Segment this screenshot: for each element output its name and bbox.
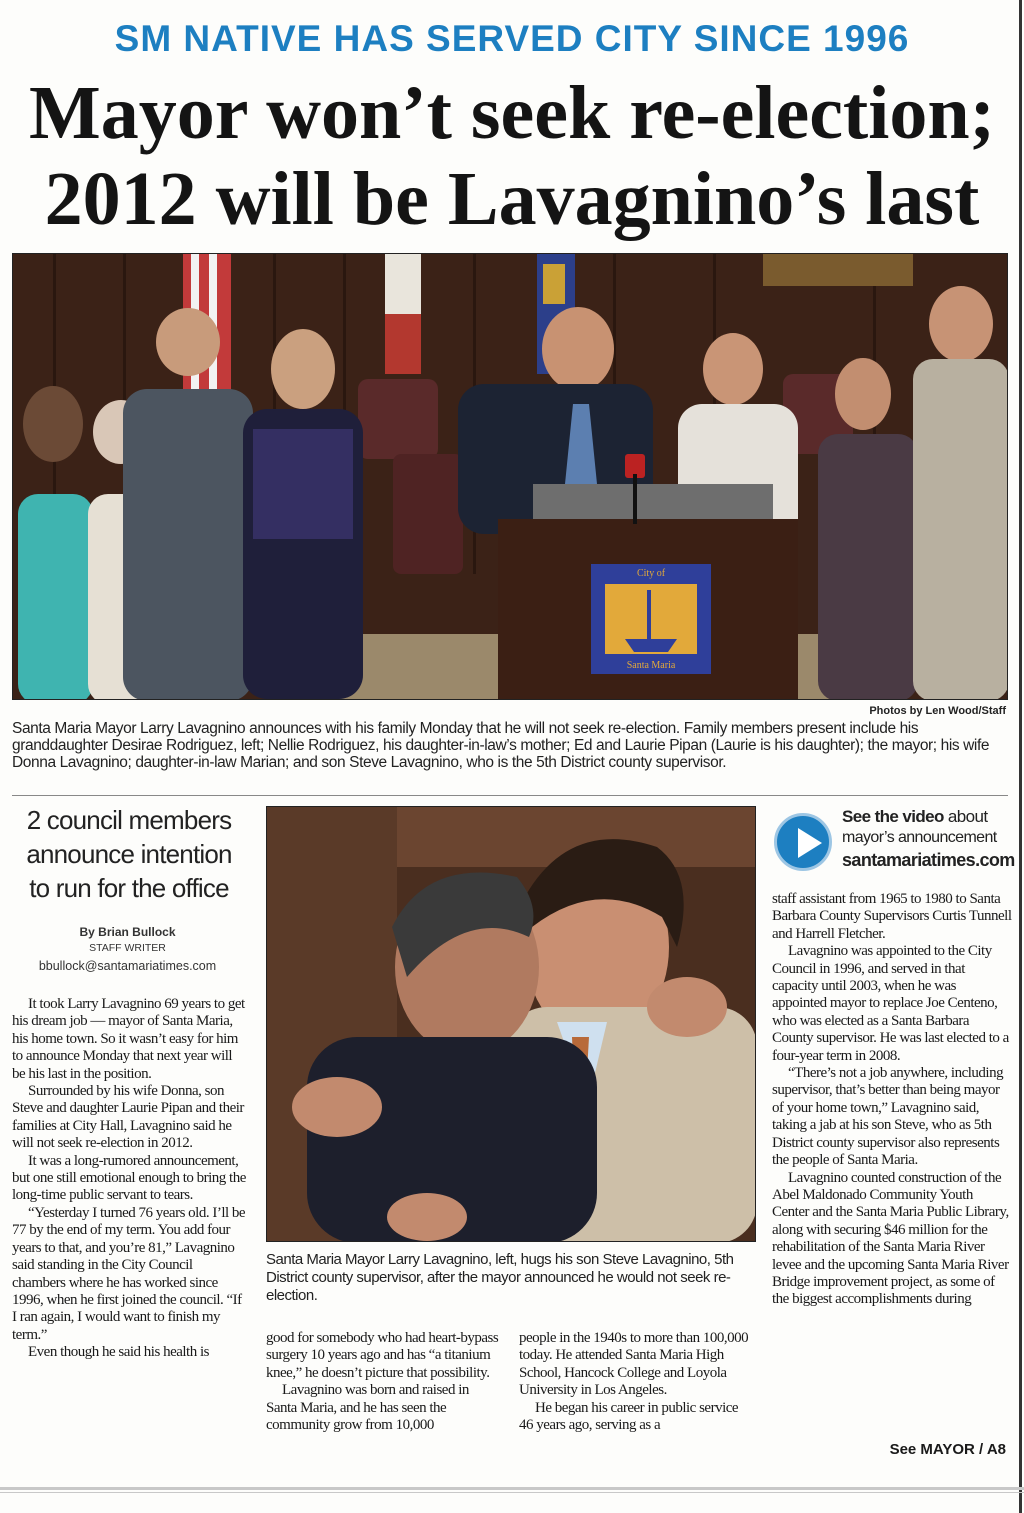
article-column-1	[12, 996, 248, 1459]
video-promo[interactable]	[772, 806, 1015, 876]
main-photo-illustration	[13, 254, 1008, 700]
play-icon[interactable]	[774, 813, 832, 871]
video-promo-text	[842, 806, 1022, 872]
subhead: 2 council members announce intention to run for the office	[26, 805, 232, 903]
article-paragraph: “Yesterday I turned 76 years old. I’ll be 77 by the end of my term. You add four years to that, and you’re 81,” Lavagnino said standing in the City Council chambers where he has worked since 1996, when he first joined the council. “If I ran again, I would want to finish my term.”	[12, 1204, 246, 1343]
video-promo-lead: See the video	[842, 807, 944, 826]
main-photo-caption: Santa Maria Mayor Larry Lavagnino announces with his family Monday that he will not seek re-election. Family members present include his granddaughter Desirae Rodriguez, left; Nellie Rodriguez, his daughter-in-law’s mother; Ed and Laurie Pipan (Laurie is his daughter); the mayor; his wife Donna Lavagnino; daughter-in-law Marian; and son Steve Lavagnino, who is the 5th District county supervisor.	[12, 720, 990, 771]
byline-email[interactable]: bbullock@santamariatimes.com	[38, 959, 217, 973]
byline-author: By Brian Bullock	[79, 925, 176, 939]
article-column-2	[266, 1330, 502, 1460]
video-promo-line2: mayor’s announcement	[842, 829, 997, 846]
video-promo-lead-rest: about	[943, 807, 988, 826]
article-paragraph: Even though he said his health is	[28, 1344, 209, 1361]
jump-line[interactable]: See MAYOR / A8	[889, 1441, 1006, 1458]
article-paragraph: “There’s not a job anywhere, including supervisor, that’s better than being mayor of your home town,” Lavagnino said, taking a jab at his son Steve, who as 5th District county supervisor also represents the people of Santa Maria.	[772, 1065, 1004, 1169]
article-paragraph: Lavagnino was born and raised in Santa Maria, and he has seen the community grow from 10,000	[266, 1382, 469, 1434]
video-promo-url[interactable]: santamariatimes.com	[842, 850, 1015, 870]
article-paragraph: Lavagnino was appointed to the City Council in 1996, and served in that capacity until 2003, when he was appointed mayor to replace Joe Centeno, who was elected as a Santa Barbara County supervisor. He was last elected to a four-year term in 2008.	[772, 943, 1009, 1064]
kicker: SM NATIVE HAS SERVED CITY SINCE 1996	[114, 18, 910, 59]
podium-sign-bottom: Santa Maria	[626, 660, 676, 671]
photo-credit: Photos by Len Wood/Staff	[869, 705, 1006, 717]
article-paragraph: Lavagnino counted construction of the Abel Maldonado Community Youth Center and the Santa Maria Public Library, along with securing $46 million for the rehabilitation of the Santa Maria River levee and the upcoming Santa Maria River Bridge improvement project, as some of the biggest accomplishments during	[772, 1169, 1009, 1308]
page-bottom-rule-2	[0, 1492, 1024, 1493]
headline-line-2: 2012 will be Lavagnino’s last	[44, 157, 980, 241]
article-column-3	[519, 1330, 755, 1460]
article-column-4	[772, 891, 1012, 1431]
article-paragraph: It took Larry Lavagnino 69 years to get his dream job — mayor of Santa Maria, his home town. So it wasn’t easy for him to announce Monday that next year will be his last in the position.	[12, 996, 245, 1082]
page-bottom-rule	[0, 1487, 1024, 1490]
section-rule	[12, 795, 1008, 796]
byline	[20, 925, 235, 973]
article-paragraph: Surrounded by his wife Donna, son Steve and daughter Laurie Pipan and their families at City Hall, Lavagnino said he will not seek re-election in 2012.	[12, 1083, 244, 1152]
headline-line-1: Mayor won’t seek re-election;	[29, 71, 995, 155]
article-paragraph: He began his career in public service 46 years ago, serving as a	[519, 1399, 739, 1434]
hug-photo-caption: Santa Maria Mayor Larry Lavagnino, left, hugs his son Steve Lavagnino, 5th District county supervisor, after the mayor announced he would not seek re-election.	[266, 1251, 734, 1304]
hug-photo	[266, 806, 756, 1242]
byline-role: STAFF WRITER	[89, 942, 166, 954]
hug-photo-illustration	[267, 807, 756, 1242]
article-paragraph: It was a long-rumored announcement, but one still emotional enough to bring the long-time public servant to tears.	[12, 1152, 246, 1204]
article-paragraph: people in the 1940s to more than 100,000 today. He attended Santa Maria High School, Hancock College and Loyola University in Los Angeles.	[519, 1330, 749, 1399]
podium-sign-top: City of	[636, 568, 666, 579]
article-paragraph: staff assistant from 1965 to 1980 to Santa Barbara County Supervisors Curtis Tunnell and Harrell Fletcher.	[772, 891, 1012, 942]
article-paragraph: good for somebody who had heart-bypass surgery 10 years ago and has “a titanium knee,” he doesn’t picture that possibility.	[266, 1330, 499, 1381]
main-photo	[12, 253, 1008, 700]
